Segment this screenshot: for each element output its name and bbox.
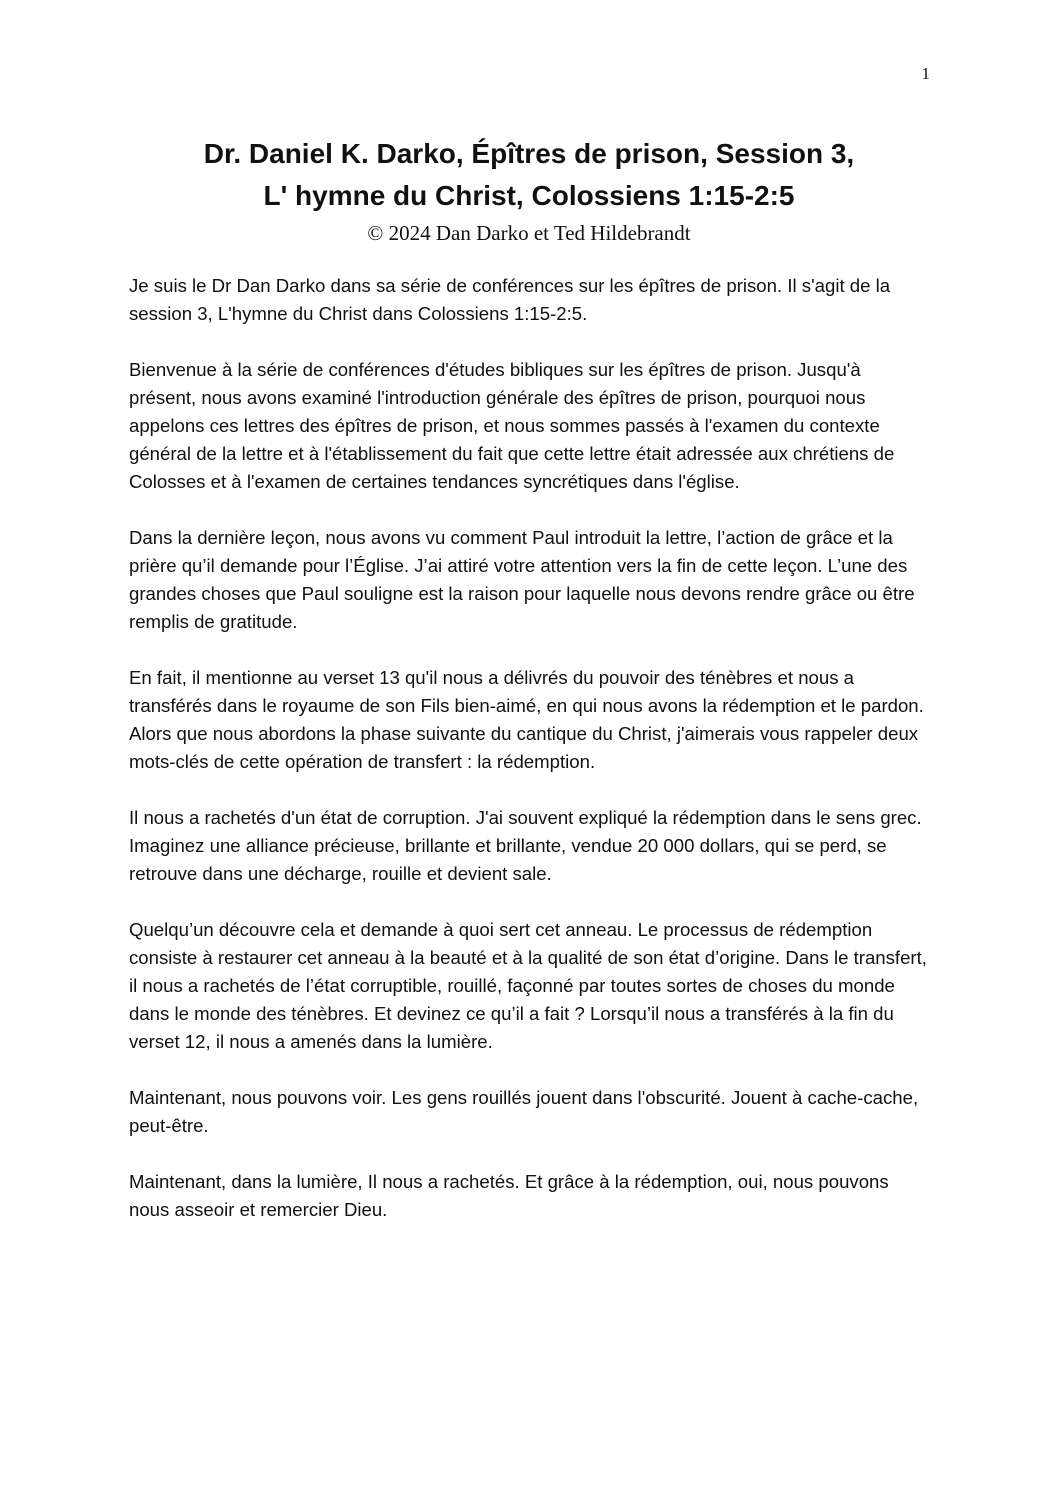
page-title [100, 133, 958, 217]
paragraph: Bienvenue à la série de conférences d'études bibliques sur les épîtres de prison. Jusqu'à présent, nous avons examiné l'introduction générale des épîtres de prison, pourquoi nous appelons ces lettres des épîtres de prison, et nous sommes passés à l'examen du contexte général de la lettre et à l'établissement du fait que cette lettre était adressée aux chrétiens de Colosses et à l'examen de certaines tendances syncrétiques dans l'église. [129, 359, 895, 492]
paragraph: Je suis le Dr Dan Darko dans sa série de conférences sur les épîtres de prison. Il s'agit de la session 3, L'hymne du Christ dans Colossiens 1:15-2:5. [129, 275, 891, 324]
title-line-1: Dr. Daniel K. Darko, Épîtres de prison, Session 3, [203, 138, 855, 169]
paragraph: Il nous a rachetés d'un état de corruption. J'ai souvent expliqué la rédemption dans le sens grec. Imaginez une alliance précieuse, brillante et brillante, vendue 20 000 dollars, qui se perd, se retrouve dans une décharge, rouille et devient sale. [129, 807, 922, 884]
copyright-notice: © 2024 Dan Darko et Ted Hildebrandt [367, 221, 691, 245]
paragraph: En fait, il mentionne au verset 13 qu'il nous a délivrés du pouvoir des ténèbres et nous a transférés dans le royaume de son Fils bien-aimé, en qui nous avons la rédemption et le pardon. Alors que nous abordons la phase suivante du cantique du Christ, j'aimerais vous rappeler deux mots-clés de cette opération de transfert : la rédemption. [129, 667, 924, 772]
document-body [129, 272, 929, 1252]
page-number: 1 [921, 64, 930, 83]
paragraph: Dans la dernière leçon, nous avons vu comment Paul introduit la lettre, l’action de grâce et la prière qu’il demande pour l’Église. J’ai attiré votre attention vers la fin de cette leçon. L’une des grandes choses que Paul souligne est la raison pour laquelle nous devons rendre grâce ou être remplis de gratitude. [129, 527, 915, 632]
title-line-2: L' hymne du Christ, Colossiens 1:15-2:5 [263, 180, 795, 211]
paragraph: Maintenant, nous pouvons voir. Les gens rouillés jouent dans l'obscurité. Jouent à cache-cache, peut-être. [129, 1087, 919, 1136]
paragraph: Quelqu’un découvre cela et demande à quoi sert cet anneau. Le processus de rédemption consiste à restaurer cet anneau à la beauté et à la qualité de son état d’origine. Dans le transfert, il nous a rachetés de l’état corruptible, rouillé, façonné par toutes sortes de choses du monde dans le monde des ténèbres. Et devinez ce qu’il a fait ? Lorsqu’il nous a transférés à la fin du verset 12, il nous a amenés dans la lumière. [129, 919, 927, 1052]
paragraph: Maintenant, dans la lumière, Il nous a rachetés. Et grâce à la rédemption, oui, nous pouvons nous asseoir et remercier Dieu. [129, 1171, 889, 1220]
